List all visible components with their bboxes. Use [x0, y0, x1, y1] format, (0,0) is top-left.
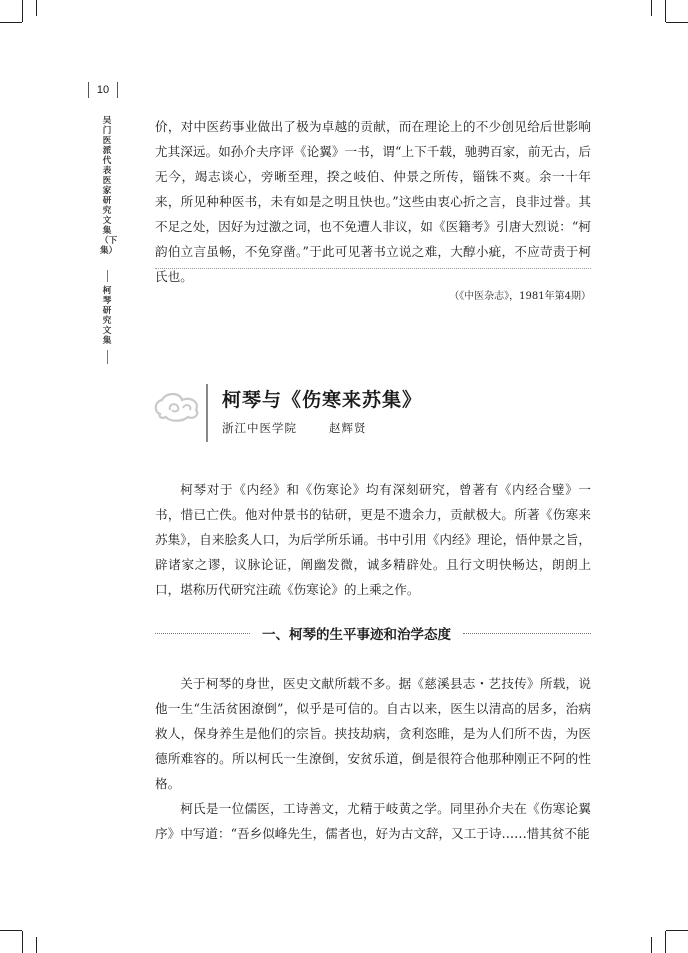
section-heading-text: 一、柯琴的生平事迹和治学态度 [262, 627, 451, 643]
article-title: 柯琴与《伤寒来苏集》 [222, 389, 423, 411]
crop-mark [36, 0, 37, 16]
body-paragraph: 价，对中医药事业做出了极为卓越的贡献，而在理论上的不少创见给后世影响尤其深远。如孙介夫序评《论翼》一书，谓“上下千载，驰骋百家，前无古，后无今，竭志谈心，旁晰至理，揆之岐伯、仲景之所传，锱铢不爽。余一十年来，所见种种医书，未有如是之明且快也。”这些由衷心折之言，良非过誉。其不足之处，因好为过激之词，也不免遭人非议，如《医籍考》引唐大烈说：“柯韵伯立言虽畅，不免穿凿。”于此可见著书立说之难，大醇小疵，不应苛责于柯氏也。 [155, 119, 591, 284]
section-heading [155, 622, 591, 644]
divider [155, 633, 250, 634]
running-head [100, 116, 118, 364]
divider [155, 268, 591, 269]
crop-mark [651, 937, 652, 953]
prev-article-paragraph [155, 114, 591, 289]
page-number: 10 [96, 84, 110, 96]
running-head-volume: 柯琴研究文集 [102, 286, 112, 346]
crop-mark [36, 937, 37, 953]
crop-mark [651, 0, 652, 16]
crop-mark [0, 22, 22, 23]
page-number-box [88, 80, 118, 100]
body-paragraph: 关于柯琴的身世，医史文献所载不多。据《慈溪县志・艺技传》所载，说他一生“生活贫困潦倒”，似乎是可信的。自古以来，医生以清高的居多，治病救人，保身养生是他们的宗旨。挟技劫病，贪利恣睢，是为人们所不齿，为医德所难容的。所以柯氏一生潦倒，安贫乐道，倒是很符合他那种刚正不阿的性格。 [155, 676, 591, 791]
body-paragraph: 柯琴对于《内经》和《伤寒论》均有深刻研究，曾著有《内经合璧》一书，惜已亡佚。他对仲景书的钻研，更是不遗余力，贡献极大。所著《伤寒来苏集》，自来脍炙人口，为后学所乐诵。书中引用《内经》理论，悟仲景之旨，辟诸家之谬，议脉论证，阐幽发微，诚多精辟处。且行文明快畅达，朗朗上口，堪称历代研究注疏《伤寒论》的上乘之作。 [155, 482, 591, 597]
crop-mark [666, 22, 688, 23]
crop-mark [665, 931, 666, 953]
byline [222, 420, 367, 436]
running-head-series: 吴门医派代表医家研究文集（下集） [100, 116, 118, 256]
article-intro [155, 477, 591, 602]
crop-mark [22, 0, 23, 22]
institution: 浙江中医学院 [222, 421, 297, 435]
crop-mark [0, 930, 22, 931]
source-citation: （《中医杂志》，1981年第4期） [449, 291, 591, 302]
divider [463, 633, 591, 634]
body-paragraph: 柯氏是一位儒医，工诗善文，尤精于岐黄之学。同里孙介夫在《伤寒论翼序》中写道：“吾乡似峰先生，儒者也，好为古文辞，又工于诗……惜其贫不能 [155, 801, 591, 841]
section-body [155, 671, 591, 846]
title-bar [206, 384, 208, 442]
divider [107, 270, 108, 282]
crop-mark [665, 0, 666, 22]
crop-mark [666, 930, 688, 931]
divider [107, 350, 108, 364]
cloud-swirl-icon [152, 390, 204, 424]
crop-mark [22, 931, 23, 953]
author: 赵辉贤 [329, 421, 367, 435]
